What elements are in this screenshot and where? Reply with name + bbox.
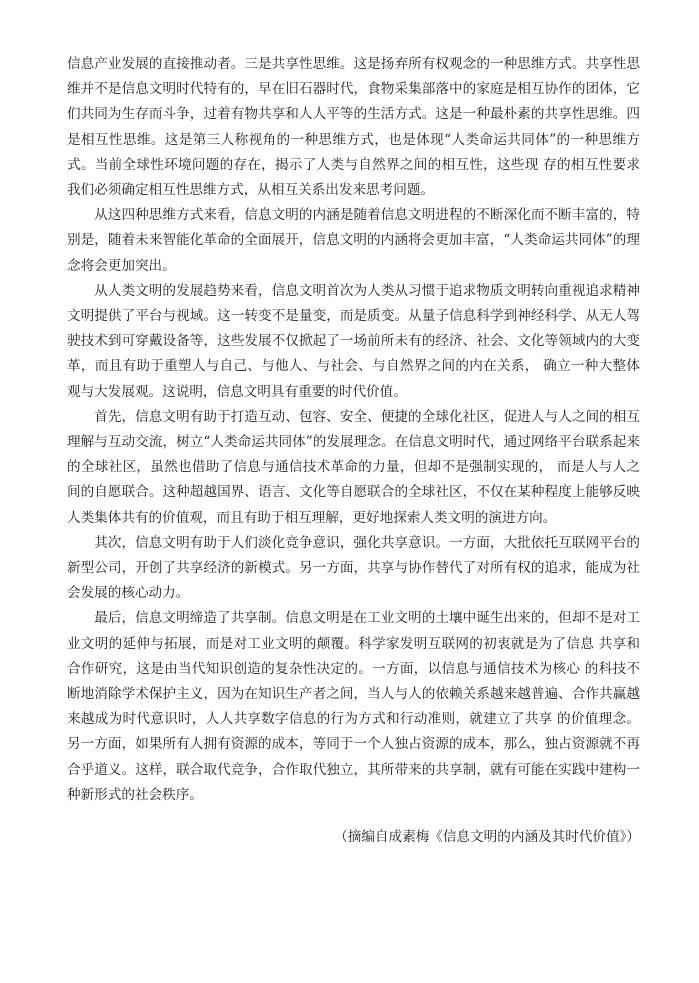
article-body <box>67 52 640 808</box>
source-citation: （摘编自成素梅《信息文明的内涵及其时代价值》） <box>334 829 640 845</box>
paragraph-development-trend: 从人类文明的发展趋势来看，信息文明首次为人类从习惯于追求物质文明转向重视追求精神文明提供了平台与视域。这一转变不是量变，而是质变。从量子信息科学到神经科学、从无人驾驶技术到可穿戴设备等，这些发展不仅掀起了一场前所未有的经济、社会、文化等领域内的大变革，而且有助于重塑人与自己、与他人、与社会、与自然界之间的内在关系， 确立一种大整体观与大发展观。这说明，信息文明具有重要的时代价值。 <box>67 282 640 400</box>
paragraph-third-point: 最后，信息文明缔造了共享制。信息文明是在工业文明的土壤中诞生出来的，但却不是对工业文明的延伸与拓展，而是对工业文明的颠覆。科学家发明互联网的初衷就是为了信息 共享和合作研究，这是由当代知识创造的复杂性决定的。一方面，以信息与通信技术为核心 的科技不断地消除学术保护主义，因为在知识生产者之间，当人与人的依赖关系越来越普遍、合作共赢越来越成为时代意识时，人人共享数字信息的行为方式和行动准则，就建立了共享 的价值理念。另一方面，如果所有人拥有资源的成本，等同于一个人独占资源的成本，那么，独占资源就不再合乎道义。这样，联合取代竞争，合作取代独立，其所带来的共享制，就有可能在实践中建构一种新形式的社会秩序。 <box>67 610 640 803</box>
paragraph-four-ways-of-thinking: 从这四种思维方式来看，信息文明的内涵是随着信息文明进程的不断深化而不断丰富的，特别是，随着未来智能化革命的全面展开，信息文明的内涵将会更加丰富，“人类命运共同体”的理念将会更加突出。 <box>67 207 640 274</box>
paragraph-first-point: 首先，信息文明有助于打造互动、包容、安全、便捷的全球化社区，促进人与人之间的相互理解与互动交流，树立“人类命运共同体”的发展理念。在信息文明时代，通过网络平台联系起来的全球社区，虽然也借助了信息与通信技术革命的力量，但却不是强制实现的， 而是人与人之间的自愿联合。这种超越国界、语言、文化等自愿联合的全球社区，不仅在某种程度上能够反映人类集体共有的价值观，而且有助于相互理解，更好地探索人类文明的演进方向。 <box>67 408 640 526</box>
paragraph-second-point: 其次，信息文明有助于人们淡化竞争意识，强化共享意识。一方面，大批依托互联网平台的新型公司，开创了共享经济的新模式。另一方面，共享与协作替代了对所有权的追求，能成为社会发展的核心动力。 <box>67 534 640 602</box>
paragraph-continued: 信息产业发展的直接推动者。三是共享性思维。这是扬弃所有权观念的一种思维方式。共享性思维并不是信息文明时代特有的，早在旧石器时代，食物采集部落中的家庭是相互协作的团体，它们共同为生存而斗争，过着有物共享和人人平等的生活方式。这是一种最朴素的共享性思维。四是相互性思维。这是第三人称视角的一种思维方式，也是体现“人类命运共同体”的一种思维方式。当前全球性环境问题的存在，揭示了人类与自然界之间的相互性，这些现 存的相互性要求我们必须确定相互性思维方式，从相互关系出发来思考问题。 <box>67 56 640 199</box>
